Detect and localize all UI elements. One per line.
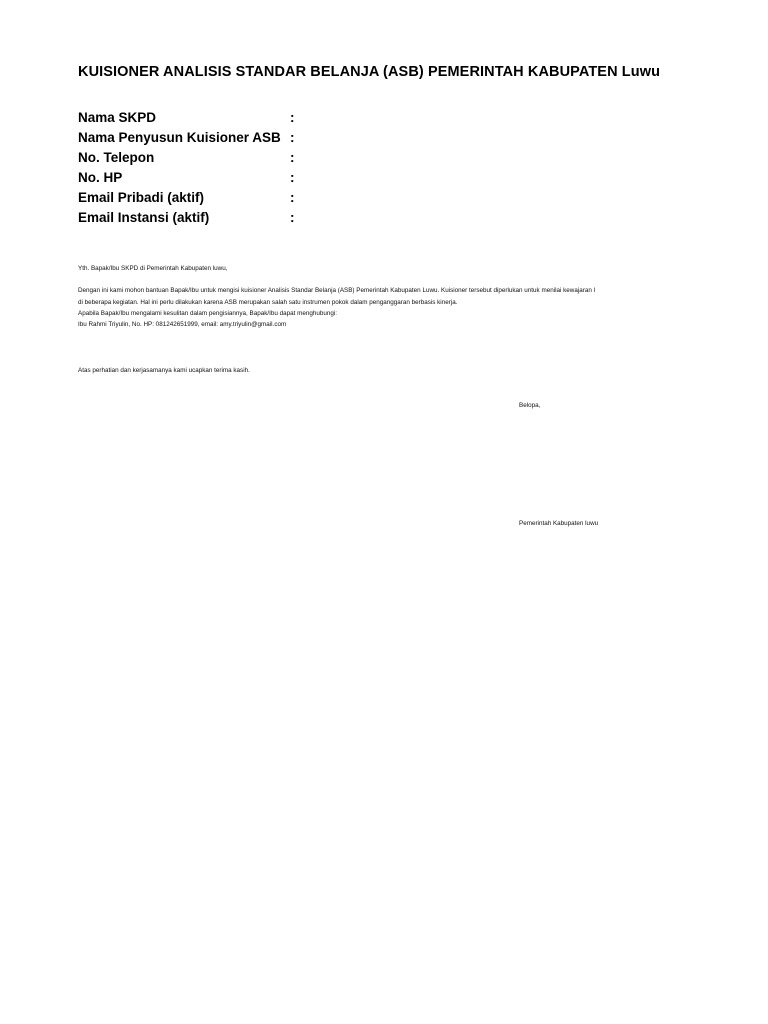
field-row-email-instansi	[78, 208, 300, 228]
field-label: Email Pribadi (aktif)	[78, 190, 205, 205]
field-row-nama-penyusun	[78, 128, 300, 148]
field-label: Email Instansi (aktif)	[78, 210, 210, 225]
document-title: KUISIONER ANALISIS STANDAR BELANJA (ASB) PEMERINTAH KABUPATEN Luwu	[78, 64, 661, 80]
letter-body-line: Apabila Bapak/Ibu mengalami kesulitan dalam pengisiannya, Bapak/Ibu dapat menghubungi:	[78, 310, 338, 317]
letter-closing: Atas perhatian dan kerjasamanya kami ucapkan terima kasih.	[78, 367, 250, 374]
field-row-email-pribadi	[78, 188, 300, 208]
field-colon: :	[290, 110, 295, 125]
field-label: Nama Penyusun Kuisioner ASB	[78, 130, 281, 145]
letter-signature: Pemerintah Kabupaten luwu	[519, 520, 599, 527]
letter-salutation: Yth. Bapak/Ibu SKPD di Pemerintah Kabupaten luwu,	[78, 265, 228, 272]
letter-contact-line: Ibu Rahmi Triyulin, No. HP: 081242651999, email: amy.triyulin@gmail.com	[78, 321, 287, 328]
field-label: Nama SKPD	[78, 110, 157, 125]
field-row-hp	[78, 168, 300, 188]
field-label: No. Telepon	[78, 150, 155, 165]
letter-body-line: di beberapa kegiatan. Hal ini perlu dilakukan karena ASB merupakan salah satu instrumen pokok dalam penganggaran berbasis kinerja.	[78, 299, 458, 306]
field-colon: :	[290, 190, 295, 205]
field-label: No. HP	[78, 170, 123, 185]
field-colon: :	[290, 130, 295, 145]
field-row-nama-skpd	[78, 108, 300, 128]
field-row-telepon	[78, 148, 300, 168]
field-colon: :	[290, 170, 295, 185]
field-colon: :	[290, 210, 295, 225]
letter-place: Belopa,	[519, 402, 541, 409]
field-colon: :	[290, 150, 295, 165]
letter-body-line: Dengan ini kami mohon bantuan Bapak/Ibu untuk mengisi kuisioner Analisis Standar Belanja (ASB) Pemerintah Kabupaten Luwu. Kuisioner tersebut diperlukan untuk menilai kewajaran l	[78, 287, 595, 294]
